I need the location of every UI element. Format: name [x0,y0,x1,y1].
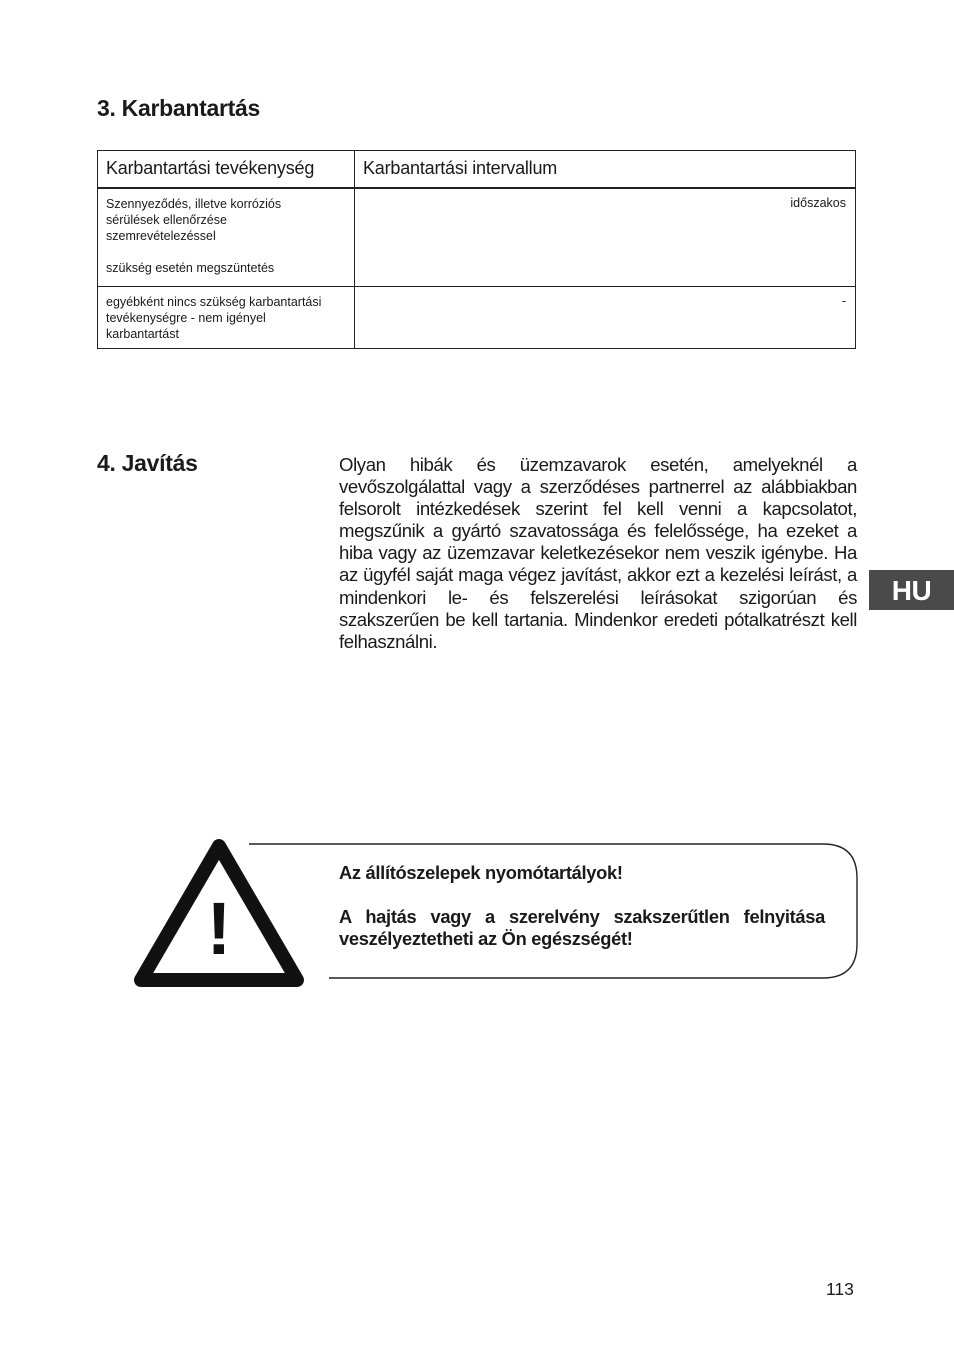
warning-exclamation-mark: ! [206,887,232,970]
activity-cell [98,188,355,287]
warning-body: A hajtás vagy a szerelvény szakszerűtlen felnyitása veszélyeztetheti az Ön egészségét! [339,906,825,949]
activity-cell [98,287,355,349]
warning-message [339,862,825,950]
repair-paragraph: Olyan hibák és üzemzavarok esetén, amelyeknél a vevőszolgálattal vagy a szerződéses partnerrel az alábbiakban felsorolt intézkedések szerint fel kell venni a kapcsolatot, megszűnik a gyártó szavatossága és felelőssége, ha ezeket a hiba vagy az üzemzavar keletkezésekor nem veszik igénybe. Ha az ügyfél saját maga végez javítást, akkor ezt a kezelési leírást, a mindenkori le- és felszerelési leírásokat szigorúan és szakszerűen be kell tartania. Mindenkor eredeti pótalkatrészt kell felhasználni. [339,454,857,652]
warning-heading: Az állítószelepek nyomótartályok! [339,862,623,883]
activity-line: Szennyeződés, illetve korróziós [106,196,282,211]
section-title-repair: 4. Javítás [97,450,198,476]
interval-cell: - [355,287,856,349]
table-row [98,287,856,349]
table-header-interval: Karbantartási intervallum [355,151,856,188]
activity-line: sérülések ellenőrzése [106,212,227,227]
table-header-activity: Karbantartási tevékenység [98,151,355,188]
activity-line: szükség esetén megszüntetés [106,260,275,275]
activity-line: tevékenységre - nem igényel [106,311,266,325]
activity-line: szemrevételezéssel [106,228,216,243]
activity-line: karbantartást [106,327,179,341]
language-tab: HU [869,570,954,610]
page-number: 113 [826,1279,854,1299]
table-row [98,188,856,287]
section-title-maintenance: 3. Karbantartás [97,95,260,121]
interval-cell: időszakos [355,188,856,287]
activity-line: egyébként nincs szükség karbantartási [106,295,322,309]
table-header-row [98,151,856,188]
maintenance-table [97,150,856,349]
